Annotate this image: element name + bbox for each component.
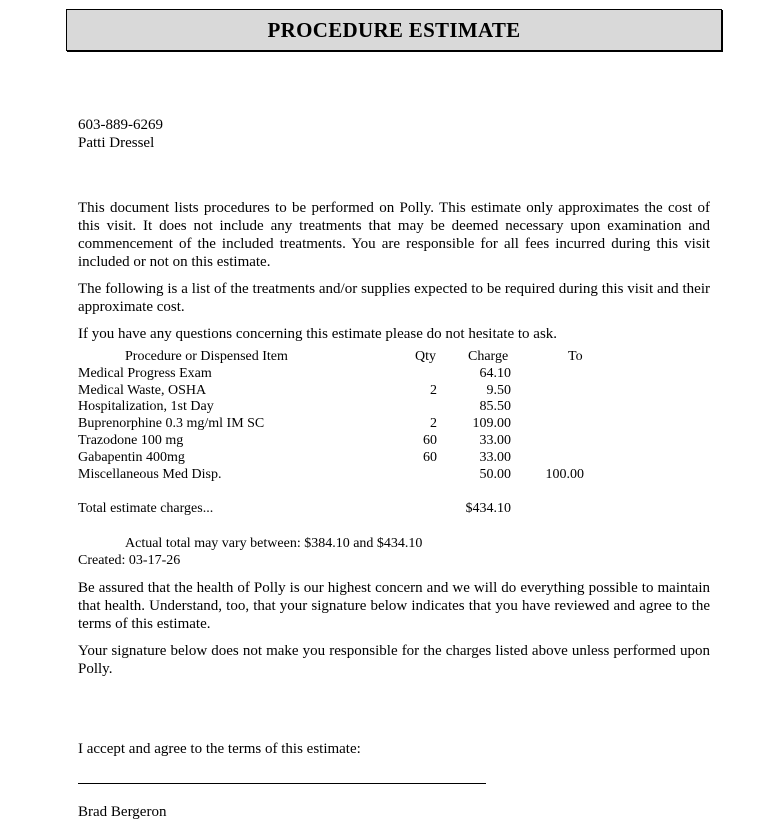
row-charge: 33.00 bbox=[479, 432, 511, 448]
assurance-paragraph: Be assured that the health of Polly is our highest concern and we will do everything possible to maintain that health. Understand, too, that your signature below indicates that you have reviewed and agree to the terms of this estimate. bbox=[78, 580, 710, 632]
client-contact bbox=[78, 116, 163, 152]
total-label: Total estimate charges... bbox=[78, 501, 214, 516]
created-date: Created: 03-17-26 bbox=[78, 553, 181, 568]
row-charge: 109.00 bbox=[472, 416, 511, 432]
row-charge: 64.10 bbox=[479, 365, 511, 381]
accept-statement: I accept and agree to the terms of this estimate: bbox=[78, 741, 361, 757]
row-item: Gabapentin 400mg bbox=[78, 449, 185, 465]
row-item: Hospitalization, 1st Day bbox=[78, 399, 214, 415]
table-header bbox=[78, 349, 618, 366]
row-item: Buprenorphine 0.3 mg/ml IM SC bbox=[78, 416, 265, 432]
header-total: To bbox=[568, 349, 583, 364]
table-row bbox=[78, 366, 618, 383]
table-row bbox=[78, 399, 618, 416]
signer-name: Brad Bergeron bbox=[78, 804, 167, 820]
signature-line[interactable] bbox=[78, 783, 486, 784]
following-paragraph: The following is a list of the treatments and/or supplies expected to be required during this visit and their approximate cost. bbox=[78, 281, 710, 315]
table-body bbox=[78, 366, 618, 484]
row-item: Medical Progress Exam bbox=[78, 365, 212, 381]
table-row bbox=[78, 383, 618, 400]
row-item: Trazodone 100 mg bbox=[78, 432, 184, 448]
row-qty: 2 bbox=[430, 382, 437, 398]
estimate-table bbox=[78, 349, 618, 483]
row-item: Medical Waste, OSHA bbox=[78, 382, 207, 398]
row-charge: 9.50 bbox=[486, 382, 511, 398]
header-qty: Qty bbox=[415, 349, 436, 364]
row-total: 100.00 bbox=[545, 466, 584, 482]
row-item: Miscellaneous Med Disp. bbox=[78, 466, 222, 482]
table-row bbox=[78, 450, 618, 467]
table-row bbox=[78, 467, 618, 484]
row-qty: 60 bbox=[423, 449, 437, 465]
vary-range-text: Actual total may vary between: $384.10 and $434.10 bbox=[125, 536, 423, 551]
row-qty: 2 bbox=[430, 416, 437, 432]
table-row bbox=[78, 416, 618, 433]
header-item: Procedure or Dispensed Item bbox=[125, 349, 288, 364]
total-row bbox=[78, 501, 618, 519]
row-charge: 85.50 bbox=[479, 399, 511, 415]
client-name: Patti Dressel bbox=[78, 135, 155, 151]
total-amount: $434.10 bbox=[465, 501, 511, 516]
page-title: PROCEDURE ESTIMATE bbox=[66, 9, 722, 51]
row-charge: 33.00 bbox=[479, 449, 511, 465]
questions-paragraph: If you have any questions concerning this estimate please do not hesitate to ask. bbox=[78, 326, 558, 342]
table-row bbox=[78, 433, 618, 450]
client-phone: 603-889-6269 bbox=[78, 117, 163, 133]
header-charge: Charge bbox=[468, 349, 509, 364]
row-charge: 50.00 bbox=[479, 466, 511, 482]
intro-paragraph: This document lists procedures to be performed on Polly. This estimate only approximates the cost of this visit. It does not include any treatments that may be deemed necessary upon examination and commencement of the included treatments. You are responsible for all fees incurred during this visit included or not on this estimate. bbox=[78, 200, 710, 270]
row-qty: 60 bbox=[423, 432, 437, 448]
signature-note-paragraph: Your signature below does not make you responsible for the charges listed above unless performed upon Polly. bbox=[78, 643, 710, 677]
